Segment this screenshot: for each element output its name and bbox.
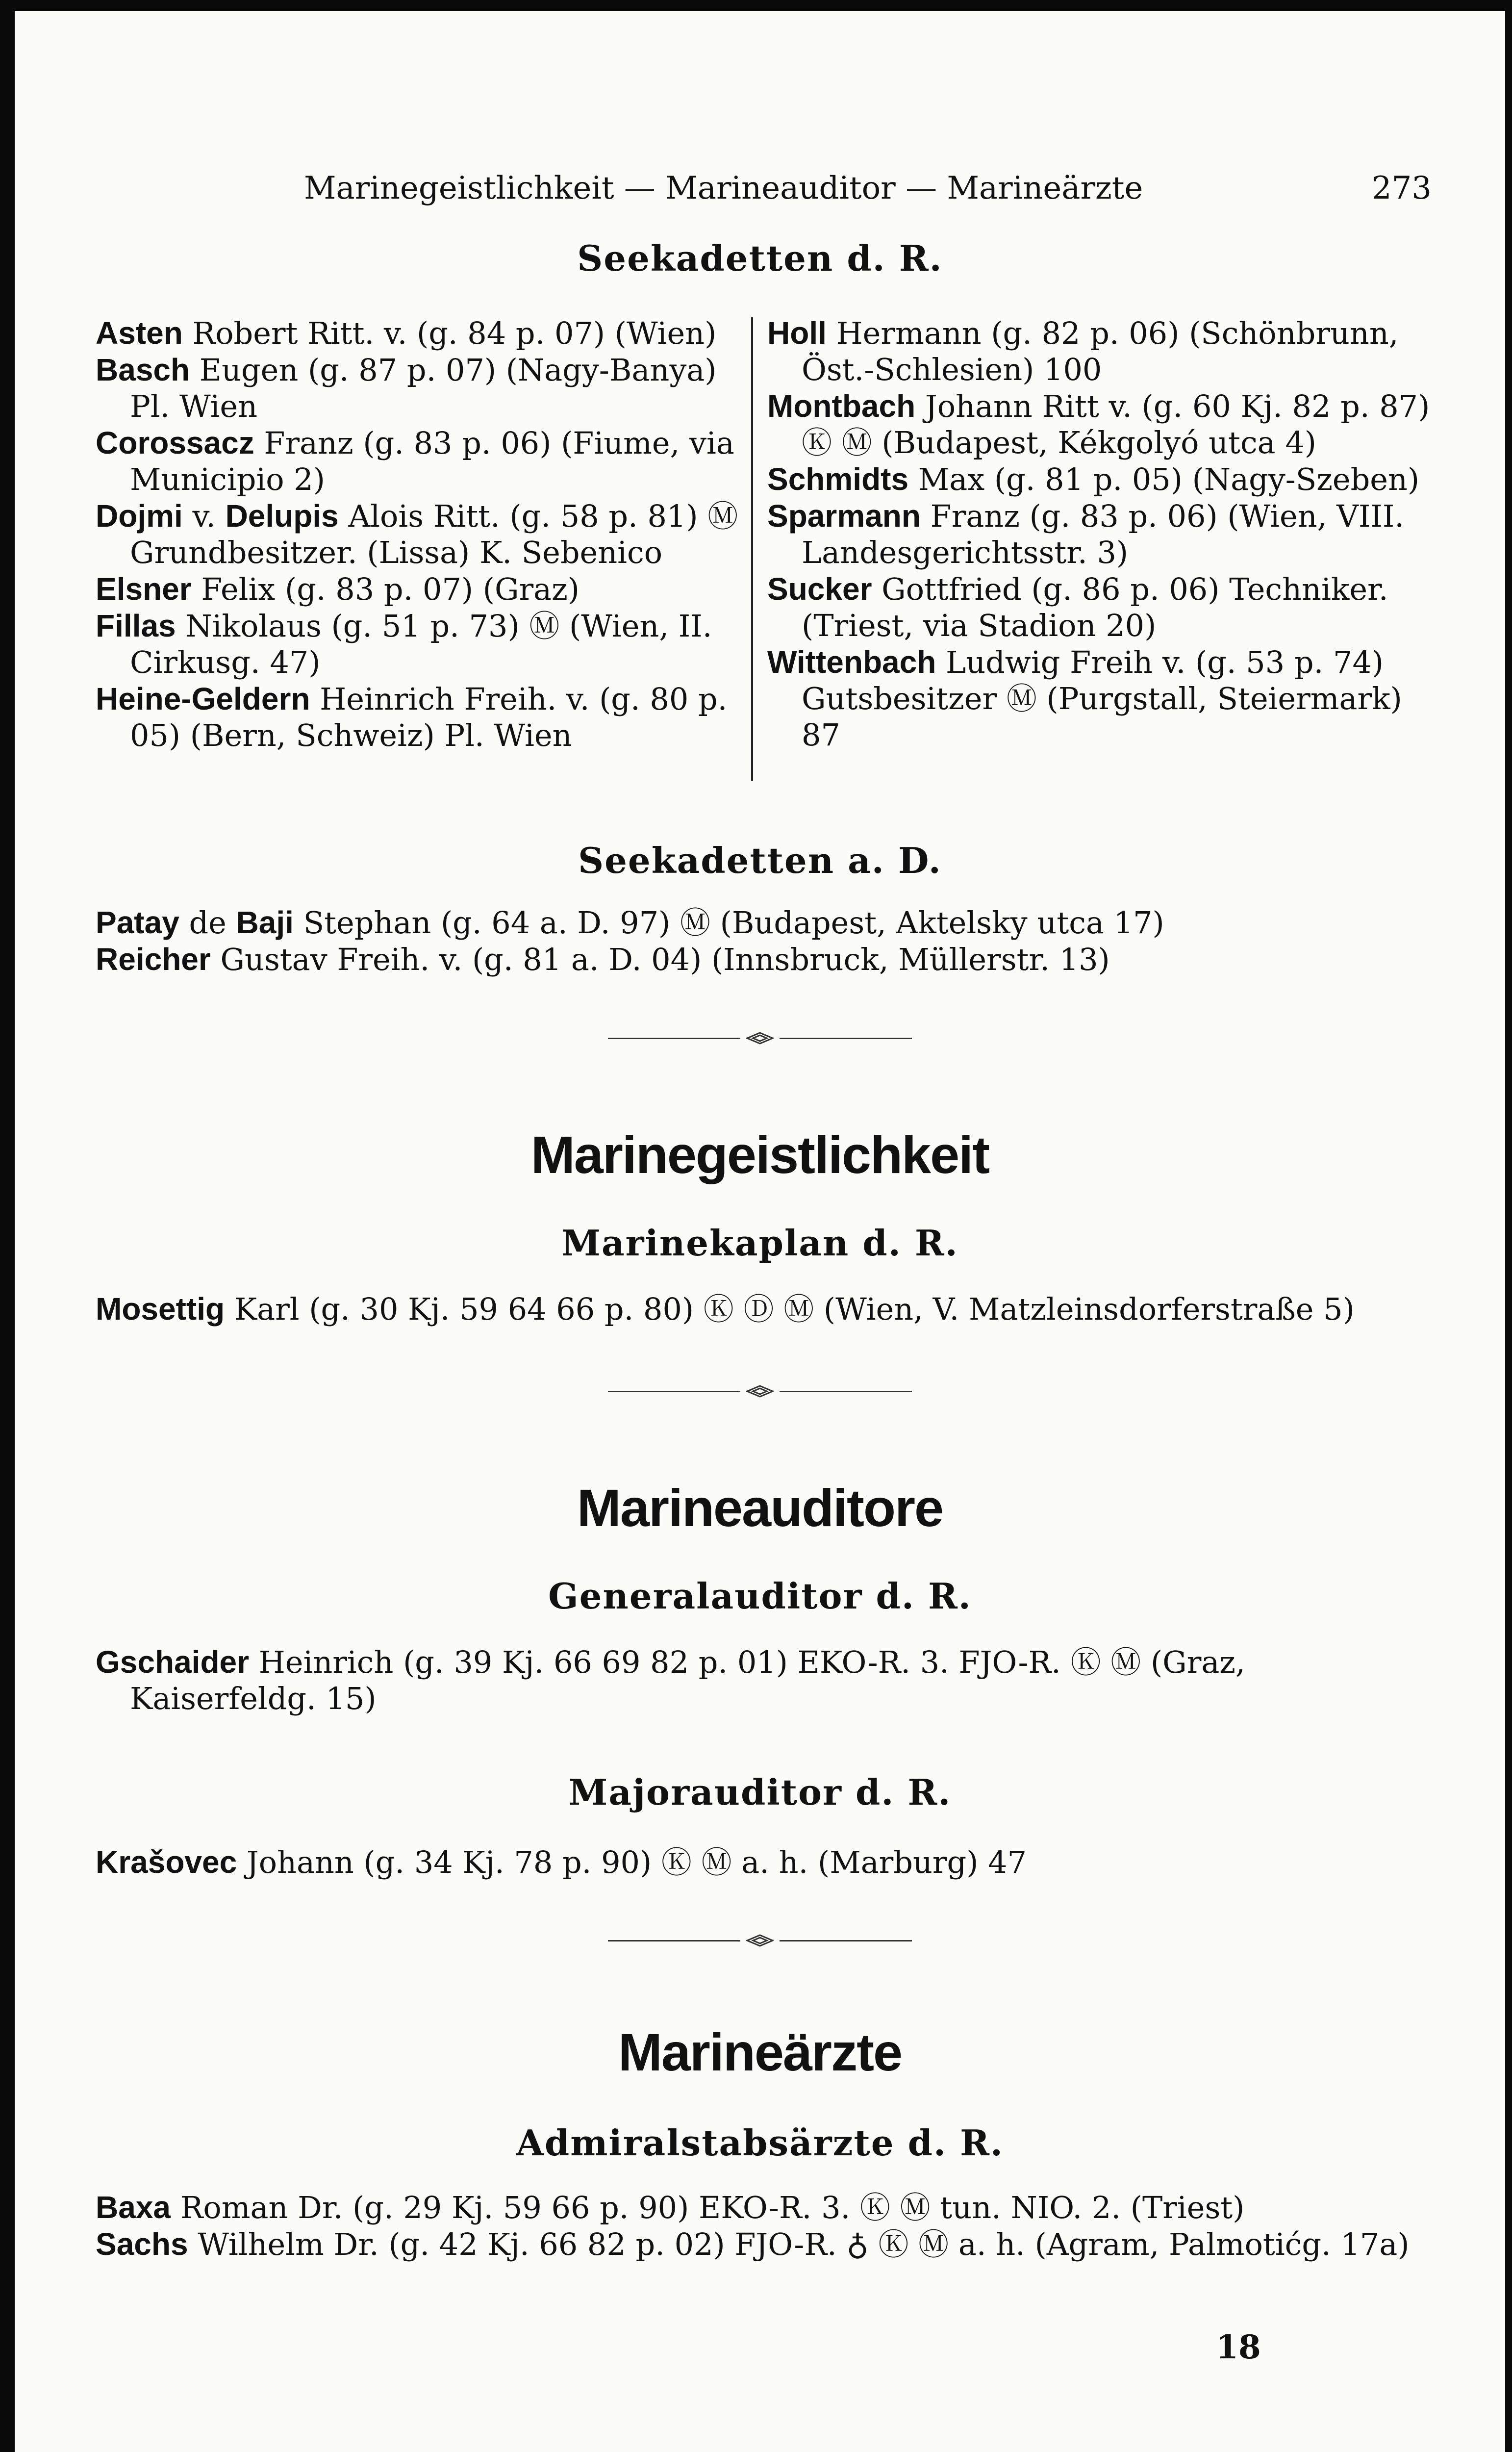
list-item bbox=[96, 1644, 1434, 1717]
list-item bbox=[767, 461, 1434, 498]
left-column bbox=[96, 315, 748, 754]
entry-name: Dojmi bbox=[96, 498, 183, 534]
list-item bbox=[96, 941, 1434, 978]
ornament-icon bbox=[746, 1384, 774, 1399]
list-item bbox=[767, 644, 1434, 753]
ornament-icon bbox=[746, 1031, 774, 1046]
section-heading: Marinegeistlichkeit bbox=[530, 1125, 989, 1184]
entry-text: Heinrich (g. 39 Kj. 66 69 82 p. 01) EKO-R. 3. FJO-R. Ⓚ Ⓜ (Graz, Kaiserfeldg. 15) bbox=[130, 1644, 1245, 1716]
list-item bbox=[96, 425, 748, 498]
entry-text: Franz (g. 83 p. 06) (Fiume, via Municipio 2) bbox=[130, 425, 734, 497]
entry-text: Nikolaus (g. 51 p. 73) Ⓜ (Wien, II. Cirkusg. 47) bbox=[130, 608, 712, 680]
entry-name: Sucker bbox=[767, 571, 872, 607]
entry-text: v. bbox=[182, 498, 226, 534]
entry-name: Delupis bbox=[225, 498, 339, 534]
right-column bbox=[767, 315, 1434, 753]
entry-list bbox=[96, 1844, 1434, 1881]
entry-text: Johann Ritt v. (g. 60 Kj. 82 p. 87) Ⓚ Ⓜ (Budapest, Kékgolyó utca 4) bbox=[802, 388, 1430, 460]
signature-mark: 18 bbox=[1216, 2328, 1261, 2366]
page-number: 273 bbox=[1371, 170, 1432, 206]
section-subheading: Marinekaplan d. R. bbox=[561, 1222, 958, 1264]
entry-text: Ludwig Freih v. (g. 53 p. 74) Gutsbesitzer Ⓜ (Purgstall, Steiermark) 87 bbox=[802, 644, 1402, 753]
list-item bbox=[96, 608, 748, 681]
list-item bbox=[96, 2189, 1434, 2226]
entry-text: Gottfried (g. 86 p. 06) Techniker. (Triest, via Stadion 20) bbox=[802, 571, 1388, 643]
list-item bbox=[96, 904, 1434, 941]
entry-list bbox=[96, 1644, 1434, 1717]
entry-list bbox=[96, 2189, 1434, 2263]
entry-text: Johann (g. 34 Kj. 78 p. 90) Ⓚ Ⓜ a. h. (Marburg) 47 bbox=[237, 1844, 1027, 1880]
list-item bbox=[767, 498, 1434, 571]
ornament-divider bbox=[608, 1031, 912, 1046]
entry-text: Robert Ritt. v. (g. 84 p. 07) (Wien) bbox=[182, 315, 717, 351]
list-item bbox=[96, 1844, 1434, 1881]
section-subheading: Generalauditor d. R. bbox=[548, 1575, 972, 1617]
entry-list bbox=[96, 1291, 1434, 1328]
ornament-divider bbox=[608, 1384, 912, 1399]
entry-name: Baxa bbox=[96, 2190, 171, 2225]
entry-text: Alois Ritt. (g. 58 p. 81) Ⓜ Grundbesitzer. (Lissa) K. Sebenico bbox=[130, 498, 738, 570]
page bbox=[15, 11, 1505, 2452]
entry-name: Sachs bbox=[96, 2226, 188, 2262]
entry-name: Fillas bbox=[96, 608, 176, 643]
entry-name: Schmidts bbox=[767, 461, 909, 497]
list-item bbox=[767, 571, 1434, 644]
entry-text: Wilhelm Dr. (g. 42 Kj. 66 82 p. 02) FJO-R. ♁ Ⓚ Ⓜ a. h. (Agram, Palmotićg. 17a) bbox=[188, 2226, 1410, 2262]
entry-text: de bbox=[179, 905, 236, 941]
list-item bbox=[96, 1291, 1434, 1328]
entry-text: Heinrich Freih. v. (g. 80 p. 05) (Bern, Schweiz) Pl. Wien bbox=[130, 681, 728, 753]
entry-text: Gustav Freih. v. (g. 81 a. D. 04) (Innsbruck, Müllerstr. 13) bbox=[210, 942, 1110, 977]
list-item bbox=[96, 315, 748, 352]
entry-name: Montbach bbox=[767, 388, 916, 424]
list-item bbox=[96, 681, 748, 754]
ornament-divider bbox=[608, 1933, 912, 1948]
entry-name: Asten bbox=[96, 315, 183, 351]
ornament-icon bbox=[746, 1933, 774, 1948]
section-subheading: Admiralstabsärzte d. R. bbox=[516, 2122, 1004, 2164]
entry-text: Roman Dr. (g. 29 Kj. 59 66 p. 90) EKO-R. 3. Ⓚ Ⓜ tun. NIO. 2. (Triest) bbox=[171, 2190, 1245, 2225]
list-item bbox=[767, 315, 1434, 388]
list-item bbox=[96, 498, 748, 571]
entry-list bbox=[96, 904, 1434, 978]
list-item bbox=[96, 571, 748, 608]
section-heading: Marineauditore bbox=[577, 1478, 943, 1537]
section-subheading: Seekadetten a. D. bbox=[578, 840, 942, 881]
entry-name: Sparmann bbox=[767, 498, 921, 534]
entry-name: Wittenbach bbox=[767, 644, 936, 680]
entry-text: Max (g. 81 p. 05) (Nagy-Szeben) bbox=[908, 461, 1420, 497]
list-item bbox=[767, 388, 1434, 461]
entry-text: Stephan (g. 64 a. D. 97) Ⓜ (Budapest, Aktelsky utca 17) bbox=[293, 905, 1164, 941]
entry-name: Holl bbox=[767, 315, 827, 351]
list-item bbox=[96, 352, 748, 425]
entry-name: Corossacz bbox=[96, 425, 254, 460]
section-subheading: Seekadetten d. R. bbox=[577, 237, 943, 279]
column-divider bbox=[751, 317, 753, 781]
entry-name: Elsner bbox=[96, 571, 192, 607]
entry-name: Mosettig bbox=[96, 1291, 225, 1327]
header-title: Marinegeistlichkeit — Marineauditor — Marineärzte bbox=[304, 170, 1143, 206]
entry-name: Krašovec bbox=[96, 1844, 237, 1880]
entry-text: Hermann (g. 82 p. 06) (Schönbrunn, Öst.-Schlesien) 100 bbox=[802, 315, 1399, 387]
entry-name: Patay bbox=[96, 905, 179, 940]
entry-name: Basch bbox=[96, 352, 190, 387]
entry-text: Felix (g. 83 p. 07) (Graz) bbox=[191, 571, 580, 607]
section-heading: Marineärzte bbox=[618, 2022, 902, 2082]
entry-text: Franz (g. 83 p. 06) (Wien, VIII. Landesgerichtsstr. 3) bbox=[802, 498, 1405, 570]
entry-name: Baji bbox=[236, 905, 294, 940]
entry-name: Gschaider bbox=[96, 1644, 250, 1680]
entry-name: Heine-Geldern bbox=[96, 681, 310, 716]
entry-name: Reicher bbox=[96, 942, 211, 977]
entry-text: Eugen (g. 87 p. 07) (Nagy-Banya) Pl. Wien bbox=[130, 352, 717, 424]
section-subheading: Majorauditor d. R. bbox=[568, 1771, 952, 1813]
entry-text: Karl (g. 30 Kj. 59 64 66 p. 80) Ⓚ Ⓓ Ⓜ (Wien, V. Matzleinsdorferstraße 5) bbox=[225, 1291, 1355, 1327]
list-item bbox=[96, 2226, 1434, 2263]
